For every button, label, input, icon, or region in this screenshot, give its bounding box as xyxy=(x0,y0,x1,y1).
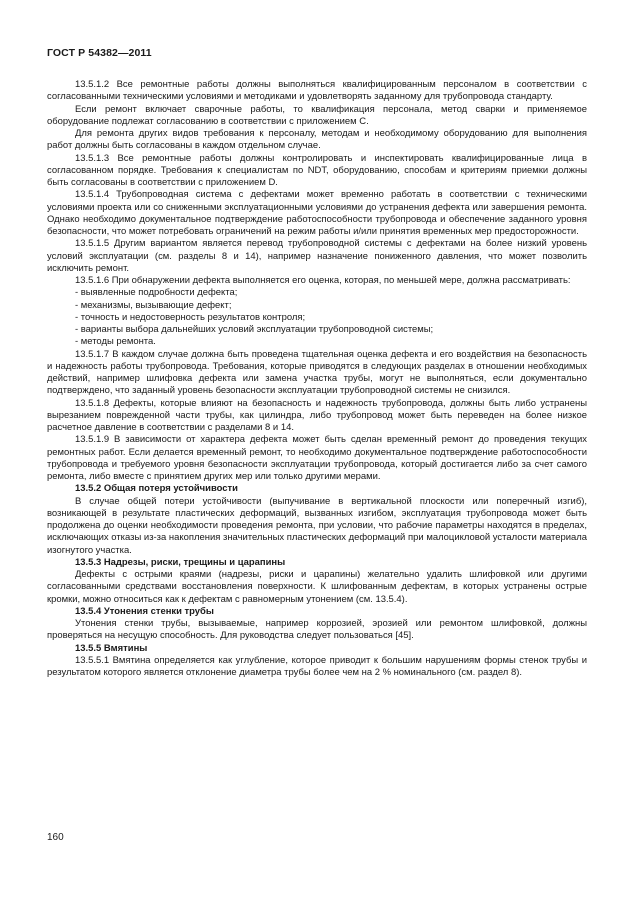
list-item: - методы ремонта. xyxy=(75,336,156,348)
paragraph: Для ремонта других видов требования к персоналу, методам и необходимому оборудованию для выполнения работ должны быть согласованы в каждом отдельном случае. xyxy=(47,128,587,152)
section-heading: 13.5.4 Утонения стенки трубы xyxy=(75,605,214,617)
paragraph: 13.5.1.2 Все ремонтные работы должны выполняться квалифицированным персоналом в соответствии с согласованными техническими условиями и методиками и удовлетворять заданному для трубопровода стандарту. xyxy=(47,79,587,103)
paragraph: 13.5.5.1 Вмятина определяется как углубление, которое приводит к большим нарушениям формы стенок трубы и результатом которого является отклонение диаметра трубы более чем на 2 % номинального (см. раздел 8). xyxy=(47,654,587,678)
paragraph: 13.5.1.3 Все ремонтные работы должны контролировать и инспектировать квалифицированные лица в согласованном порядке. Требования к специалистам по NDT, оборудованию, способам и критериям приемки должны быть согласованы в соответствии с приложением D. xyxy=(47,152,587,188)
document-body xyxy=(47,79,587,679)
list-item: - выявленные подробности дефекта; xyxy=(75,287,238,299)
list-item: - механизмы, вызывающие дефект; xyxy=(75,299,232,311)
paragraph: 13.5.1.4 Трубопроводная система с дефектами может временно работать в соответствии с техническими условиями проекта или со сниженными эксплуатационными условиями до устранения дефекта или завершения ремонта. Однако необходимо документальное подтверждение работоспособности трубопровода и обеспечение заданного уровня безопасности, что может потребовать ограничений на режим работы и/или принятия временных мер предосторожности. xyxy=(47,189,587,237)
paragraph: 13.5.1.9 В зависимости от характера дефекта может быть сделан временный ремонт до проведения текущих ремонтных работ. Если делается временный ремонт, то необходимо документальное подтверждение работоспособности трубопровода и требуемого уровня безопасности эксплуатации трубопровода, который достигается либо за счет самого ремонта, либо вместе с принятием других мер или только другими мерами. xyxy=(47,434,587,482)
paragraph: В случае общей потери устойчивости (выпучивание в вертикальной плоскости или поперечный изгиб), возникающей в результате пластических деформаций, вызванных изгибом, эксплуатация трубопровода может быть продолжена до оценки необходимости проведения ремонта, при условии, что рабочие параметры находятся в пределах, исключающих отказы из-за накопления значительных пластических деформаций при малоцикловой усталости материала изогнутого участка. xyxy=(47,495,587,556)
section-heading: 13.5.2 Общая потеря устойчивости xyxy=(75,483,238,495)
document-header: ГОСТ Р 54382—2011 xyxy=(47,47,152,59)
paragraph: 13.5.1.7 В каждом случае должна быть проведена тщательная оценка дефекта и его воздействия на безопасность и надежность работы трубопровода. Требования, которые приводятся в следующих разделах в отношении необходимых действий, например шлифовка дефекта или замена участка трубы, могут не выполняться, если документально подтверждено, что заданный уровень безопасности эксплуатации трубопроводной системы не снизился. xyxy=(47,348,587,397)
paragraph: Если ремонт включает сварочные работы, то квалификация персонала, метод сварки и применяемое оборудование подлежат согласованию в соответствии с приложением С. xyxy=(47,103,587,127)
paragraph: 13.5.1.6 При обнаружении дефекта выполняется его оценка, которая, по меньшей мере, должна рассматривать: xyxy=(75,275,571,286)
page-number: 160 xyxy=(47,832,64,843)
section-heading: 13.5.3 Надрезы, риски, трещины и царапины xyxy=(75,556,286,568)
section-heading: 13.5.5 Вмятины xyxy=(75,642,148,654)
paragraph: Дефекты с острыми краями (надрезы, риски и царапины) желательно удалить шлифовкой или другими согласованными средствами восстановления поверхности. К шлифованным дефектам, в которых устранены острые кромки, можно относиться как к дефектам с равномерным утонением (см. 13.5.4). xyxy=(47,569,587,605)
paragraph: 13.5.1.8 Дефекты, которые влияют на безопасность и надежность трубопровода, должны быть либо устранены вырезанием поврежденной части трубы, как цилиндра, либо трубопровод может быть переведен на более низкое расчетное давление в соответствии с разделами 8 и 14. xyxy=(47,397,587,433)
list-item: - варианты выбора дальнейших условий эксплуатации трубопроводной системы; xyxy=(75,324,434,335)
paragraph: Утонения стенки трубы, вызываемые, например коррозией, эрозией или ремонтом шлифовкой, должны проверяться на несущую способность. Для руководства следует пользоваться [45]. xyxy=(47,618,587,642)
paragraph: 13.5.1.5 Другим вариантом является перевод трубопроводной системы с дефектами на более низкий уровень условий эксплуатации (см. разделы 8 и 14), например назначение пониженного давления, что может позволить исключить ремонт. xyxy=(47,238,587,274)
list-item: - точность и недостоверность результатов контроля; xyxy=(75,311,306,323)
